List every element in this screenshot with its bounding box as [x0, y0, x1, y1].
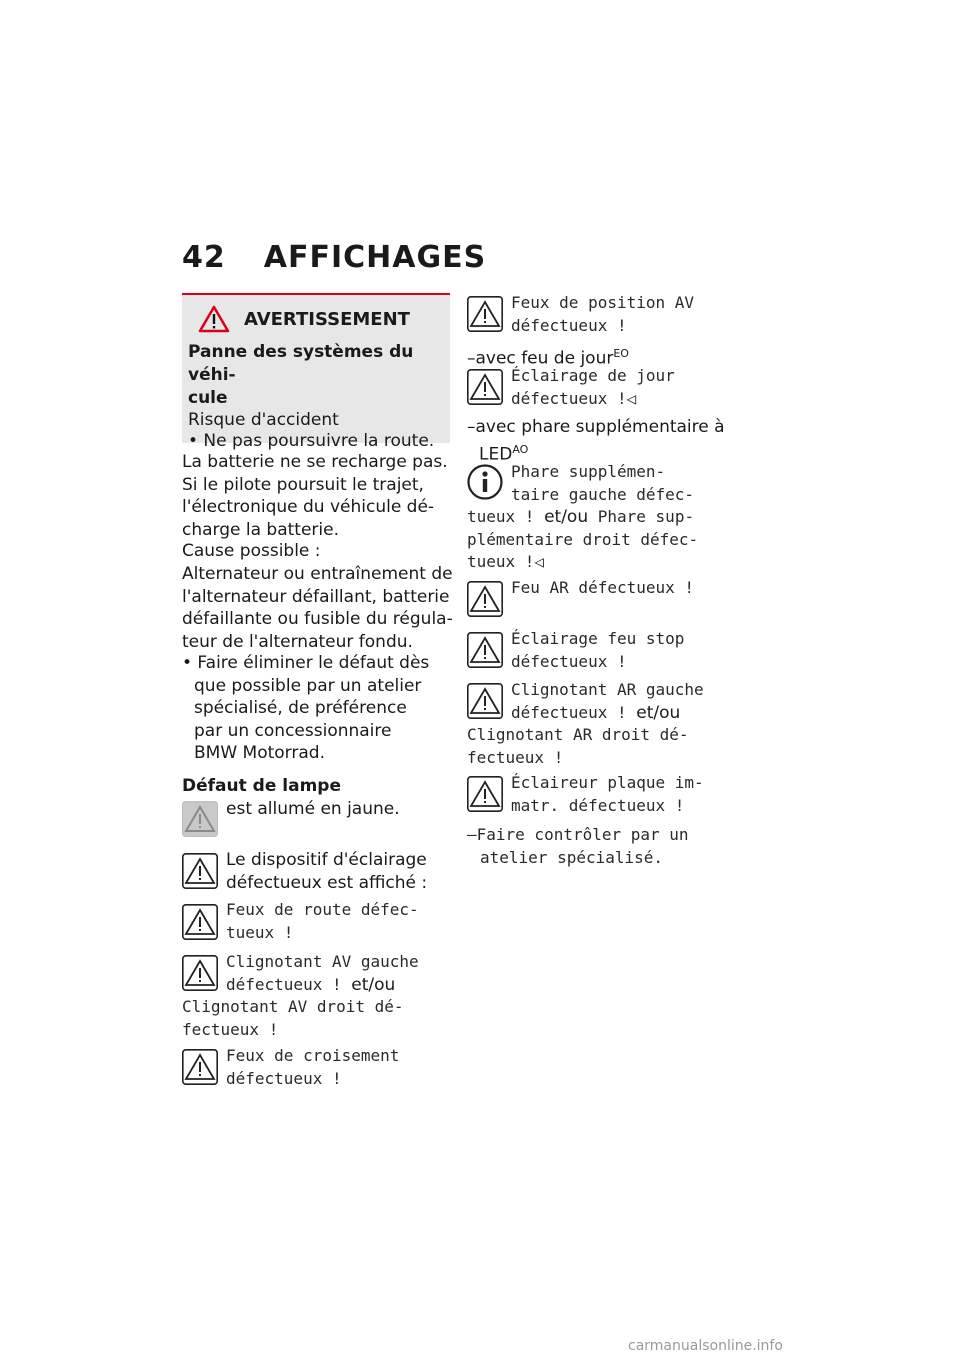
warning-outline-icon	[467, 683, 503, 719]
warning-outline-icon	[467, 632, 503, 668]
low-beam-message: Feux de croisement défectueux !	[226, 1046, 400, 1088]
warning-outline-icon	[467, 581, 503, 617]
lamp-heading: Défaut de lampe	[182, 776, 341, 796]
warning-outline-icon	[467, 296, 503, 332]
fix-list-item: • Faire éliminer le défaut dès que possible par un atelier spécialisé, de préférence par un concessionnaire BMW Motorrad.	[182, 653, 430, 763]
warning-header	[198, 305, 444, 333]
lamp-warning-icon	[182, 801, 218, 837]
brake-light-message: Éclairage feu stop défectueux !	[511, 629, 685, 671]
page-header	[182, 240, 486, 275]
warning-label: AVERTISSEMENT	[244, 308, 410, 330]
check-instruction: –Faire contrôler par un atelier spécialisé.	[467, 825, 689, 867]
warning-action: • Ne pas poursuivre la route.	[188, 431, 435, 451]
warning-triangle-icon	[198, 305, 230, 333]
warning-outline-icon	[182, 853, 218, 889]
warning-outline-icon	[182, 955, 218, 991]
aux-light-message-cont: tueux ! et/ou Phare sup- plémentaire droit défec- tueux !◁	[467, 507, 699, 571]
lamp-shown-text: Le dispositif d'éclairage défectueux est affiché :	[226, 850, 428, 893]
info-icon	[467, 464, 503, 500]
aux-condition: –avec phare supplémentaire à $LED^{AO}$	[467, 417, 725, 465]
aux-light-message: Phare supplémen- taire gauche défec-	[511, 462, 695, 504]
warning-outline-icon	[182, 904, 218, 940]
cause-label: Cause possible :	[182, 541, 321, 561]
cause-paragraph: Alternateur ou entraînement de l'alternateur défaillant, batterie défaillante ou fusible du régula- teur de l'alternateur fondu.	[182, 564, 453, 652]
position-light-message: Feux de position AV défectueux !	[511, 293, 695, 335]
rear-light-message: Feu AR défectueux !	[511, 578, 695, 597]
daylight-condition: –avec feu de jour$^{EO}$	[467, 347, 629, 369]
rear-turn-right-message: Clignotant AR droit dé- fectueux !	[467, 725, 689, 767]
warning-box	[182, 293, 450, 451]
warning-outline-icon	[182, 1049, 218, 1085]
front-turn-right-message: Clignotant AV droit dé- fectueux !	[182, 997, 404, 1039]
daylight-message: Éclairage de jour défectueux !◁	[511, 366, 675, 408]
front-turn-message: Clignotant AV gauche défectueux ! et/ou	[226, 952, 419, 995]
warning-risk: Risque d'accident	[188, 410, 339, 430]
warning-outline-icon	[467, 776, 503, 812]
high-beam-message: Feux de route défec- tueux !	[226, 900, 419, 942]
rear-turn-message: Clignotant AR gauche défectueux ! et/ou	[511, 680, 704, 723]
plate-light-message: Éclaireur plaque im- matr. défectueux !	[511, 773, 704, 815]
lamp-yellow-text: est allumé en jaune.	[226, 799, 400, 819]
page-title: AFFICHAGES	[263, 240, 487, 275]
battery-paragraph: La batterie ne se recharge pas. Si le pilote poursuit le trajet, l'électronique du véhicule dé- charge la batterie.	[182, 452, 448, 540]
warning-outline-icon	[467, 369, 503, 405]
warning-title: Panne des systèmes du véhi- cule	[188, 342, 414, 408]
watermark: carmanualsonline.info	[628, 1338, 783, 1354]
page-number: 42	[182, 240, 226, 275]
